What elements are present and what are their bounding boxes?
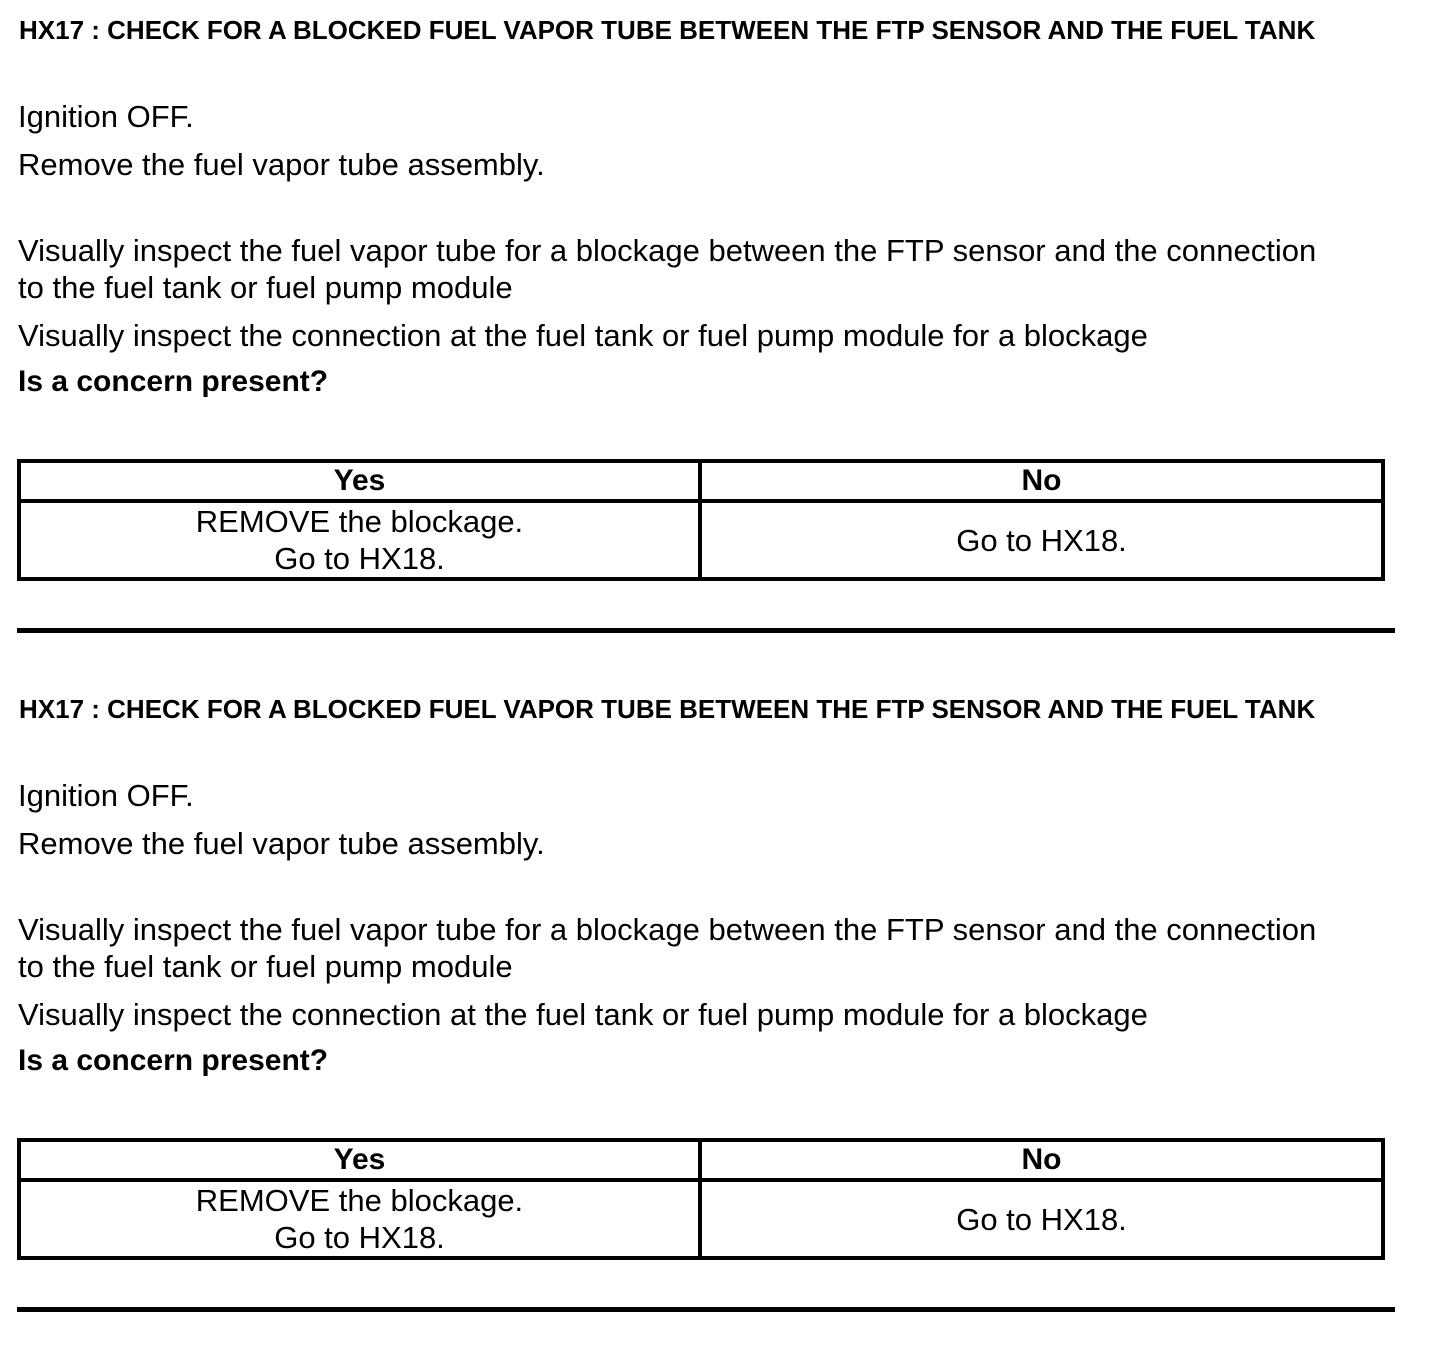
yes-goto-text: Go to HX18. (274, 1220, 445, 1255)
no-cell: Go to HX18. (700, 501, 1383, 579)
yes-action-text: REMOVE the blockage. (195, 1183, 524, 1218)
yes-action-text: REMOVE the blockage. (195, 504, 524, 539)
yes-cell (19, 1180, 700, 1258)
section-divider (17, 1307, 1395, 1312)
no-cell: Go to HX18. (700, 1180, 1383, 1258)
procedure-section-2 (0, 679, 1440, 1359)
answer-table (17, 459, 1385, 581)
table-row (19, 1180, 1383, 1258)
yes-cell (19, 501, 700, 579)
section-divider (17, 628, 1395, 633)
no-header: No (700, 1140, 1383, 1180)
step-remove-tube: Remove the fuel vapor tube assembly. (18, 147, 545, 182)
question-text: Is a concern present? (18, 1044, 329, 1077)
yes-header: Yes (19, 461, 700, 501)
yes-goto-text: Go to HX18. (274, 541, 445, 576)
section-heading: HX17 : CHECK FOR A BLOCKED FUEL VAPOR TUBE BETWEEN THE FTP SENSOR AND THE FUEL TANK (19, 694, 1316, 724)
yes-header: Yes (19, 1140, 700, 1180)
step-inspect-connection: Visually inspect the connection at the fuel tank or fuel pump module for a blockage (18, 318, 1148, 353)
step-ignition-off: Ignition OFF. (18, 99, 194, 134)
step-inspect-connection: Visually inspect the connection at the fuel tank or fuel pump module for a blockage (18, 997, 1148, 1032)
question-text: Is a concern present? (18, 365, 329, 398)
section-heading: HX17 : CHECK FOR A BLOCKED FUEL VAPOR TUBE BETWEEN THE FTP SENSOR AND THE FUEL TANK (19, 15, 1316, 45)
table-row (19, 501, 1383, 579)
table-header-row (19, 461, 1383, 501)
step-remove-tube: Remove the fuel vapor tube assembly. (18, 826, 545, 861)
step-inspect-tube: Visually inspect the fuel vapor tube for a blockage between the FTP sensor and the connection to the fuel tank or fuel pump module (18, 912, 1317, 984)
step-ignition-off: Ignition OFF. (18, 778, 194, 813)
answer-table (17, 1138, 1385, 1260)
no-header: No (700, 461, 1383, 501)
table-header-row (19, 1140, 1383, 1180)
step-inspect-tube: Visually inspect the fuel vapor tube for a blockage between the FTP sensor and the connection to the fuel tank or fuel pump module (18, 233, 1317, 305)
